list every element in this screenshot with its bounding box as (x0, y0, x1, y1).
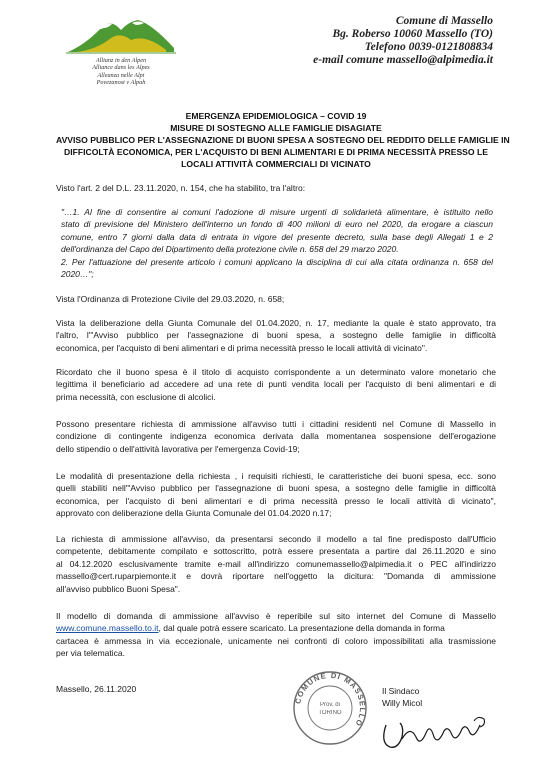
paragraph-line: Ricordato che il buono spesa è il titolo di acquisto corrispondente a un determinato valore monetario che (56, 367, 496, 377)
svg-text:TORINO: TORINO (318, 710, 342, 716)
paragraph-line: Le modalità di presentazione della richiesta , i requisiti richiesti, le caratteristiche dei buoni spesa, ecc. sono (56, 471, 496, 481)
paragraph-deliberazione (56, 317, 496, 354)
logo-line-4: Povezanost v Alpah (96, 79, 146, 87)
paragraph-line: Possono presentare richiesta di ammissione all'avviso tutti i cittadini residenti nel Comune di Massello in (56, 419, 496, 429)
paragraph-line: prima necessità, con esclusione di alcolici. (56, 391, 216, 402)
paragraph-line: Vista la deliberazione della Giunta Comunale del 01.04.2020, n. 17, mediante la quale è stato approvato, tra (56, 318, 496, 328)
paragraph-ordinanza (56, 293, 496, 305)
handwritten-signature-icon (376, 703, 496, 753)
title-line-4: DIFFICOLTÀ ECONOMICA, PER L'ACQUISTO DI BENI ALIMENTARI E DI PRIMA NECESSITÀ PRESSO LE (64, 147, 488, 157)
paragraph-line: al 04.12.2020 esclusivamente tramite e-mail all'indirizzo comunemassello@alpimedia.it o PEC all'indirizzo (56, 558, 496, 569)
logo-line-1: Allianz in den Alpen (95, 57, 147, 64)
paragraph-line: economica, per l'acquisto di beni alimentari e di prima necessità presso le locali attività di vicinato", (56, 495, 496, 506)
title-line-5: LOCALI ATTIVITÀ COMMERCIALI DI VICINATO (181, 159, 371, 169)
stamp-seal-icon (290, 668, 370, 748)
paragraph-line: quelli stabiliti nell'"Avviso pubblico per l'assegnazione di buoni spesa, a sostegno delle famiglie in difficoltà (56, 483, 496, 494)
org-name: Comune di Massello (395, 15, 493, 27)
paragraph-line: Visto l'art. 2 del D.L. 23.11.2020, n. 154, che ha stabilito, tra l'altro: (56, 183, 306, 193)
quote-line: "…1. Al fine di consentire ai comuni l'adozione di misure urgenti di solidarietà alimentare, è istituito nello (61, 207, 493, 217)
org-address: Bg. Roberso 10060 Massello (TO) (332, 28, 493, 40)
svg-text:COMUNE DI MASSELLO: COMUNE DI MASSELLO (293, 670, 368, 729)
quoted-decree (61, 206, 493, 280)
place-date: Massello, 26.11.2020 (56, 684, 137, 694)
paragraph-line: Vista l'Ordinanza di Protezione Civile del 29.03.2020, n. 658; (56, 294, 285, 304)
paragraph-line: cartacea è ammessa in via eccezionale, unicamente nei confronti di coloro impossibilitati alla trasmissione (56, 635, 496, 646)
document-title (56, 110, 510, 170)
paragraph-line: l'altro, l'"Avviso pubblico per l'assegnazione di buoni spesa, a sostegno delle famiglie in difficoltà (56, 330, 496, 341)
quote-line: dell'ordinanza del Capo del Dipartimento della protezione civile n. 658 del 29 marzo 2020. (61, 244, 399, 255)
quote-line: 2. Per l'attuazione del presente articolo i comuni applicano la disciplina di cui alla citata ordinanza n. 658 del (61, 256, 493, 267)
paragraph-line-rest: , dal quale potrà essere scaricato. La presentazione della domanda in forma (158, 623, 445, 634)
mountain-logo-icon (66, 14, 176, 58)
paragraph-visto (56, 182, 496, 194)
paragraph-richiesta (56, 533, 496, 595)
paragraph-line: all'avviso pubblico Buoni Spesa". (56, 583, 181, 594)
paragraph-modalita (56, 470, 496, 520)
paragraph-line: dello stipendio o dell'attività lavorativa per l'emergenza Covid-19; (56, 443, 300, 454)
alpine-alliance-logo (62, 14, 180, 96)
municipal-stamp (290, 668, 370, 748)
paragraph-line-with-link (56, 622, 496, 634)
paragraph-line: La richiesta di ammissione all'avviso, da presentarsi secondo il modello a tal fine predisposto dall'Ufficio (56, 534, 496, 544)
paragraph-buono-spesa (56, 366, 496, 403)
comune-website-link[interactable]: www.comune.massello.to.it (56, 623, 159, 634)
paragraph-modello (56, 610, 496, 660)
paragraph-line: legittima il beneficiario ad accedere ad una rete di punti vendita locali per l'acquisto di beni alimentari e di (56, 379, 496, 390)
municipality-header (233, 15, 493, 67)
paragraph-line: Il modello di domanda di ammissione all'avviso è reperibile sul sito internet del Comune di Massello (56, 611, 496, 621)
title-line-2: MISURE DI SOSTEGNO ALLE FAMIGLIE DISAGIATE (170, 123, 382, 133)
title-line-3: AVVISO PUBBLICO PER L'ASSEGNAZIONE DI BUONI SPESA A SOSTEGNO DEL REDDITO DELLE FAMIGLIE IN (56, 135, 510, 145)
paragraph-line: approvato con deliberazione della Giunta Comunale del 01.04.2020 n.17; (56, 508, 332, 519)
quote-line: 2020…"; (61, 269, 94, 280)
svg-text:Prov. di: Prov. di (320, 702, 340, 708)
paragraph-line: economica, per l'acquisto di beni alimentari e di prima necessità presso le locali attività di vicinato". (56, 342, 428, 353)
org-phone: Telefono 0039-0121808834 (364, 41, 493, 53)
title-line-1: EMERGENZA EPIDEMIOLOGICA – COVID 19 (185, 111, 367, 121)
paragraph-beneficiari (56, 418, 496, 455)
paragraph-line: per via telematica. (56, 648, 125, 659)
logo-line-3: Alleanza nelle Alpi (97, 71, 145, 79)
org-email: e-mail comune massello@alpimedia.it (313, 54, 493, 66)
signatory-name: Willy Micol (382, 698, 423, 708)
paragraph-line: condizione di contingente indigenza economica derivata dalla momentanea sospensione dell'erogazione (56, 431, 496, 442)
quote-line: stato di previsione del Ministero dell'interno un fondo di 400 milioni di euro nel 2020, da erogare a ciascun (61, 219, 493, 230)
quote-line: comune, entro 7 giorni dalla data di entrata in vigore del presente decreto, sulla base degli Allegati 1 e 2 (61, 231, 493, 242)
logo-line-2: Alliance dans les Alpes (92, 64, 150, 72)
paragraph-line: competente, debitamente compilato e sottoscritto, potrà essere presentata a partire dal 26.11.2020 e sino (56, 546, 496, 557)
signatory-role: Il Sindaco (382, 686, 420, 696)
paragraph-line: massello@cert.ruparpiemonte.it e dovrà riportare nell'oggetto la dicitura: "Domanda di ammissione (56, 571, 496, 582)
